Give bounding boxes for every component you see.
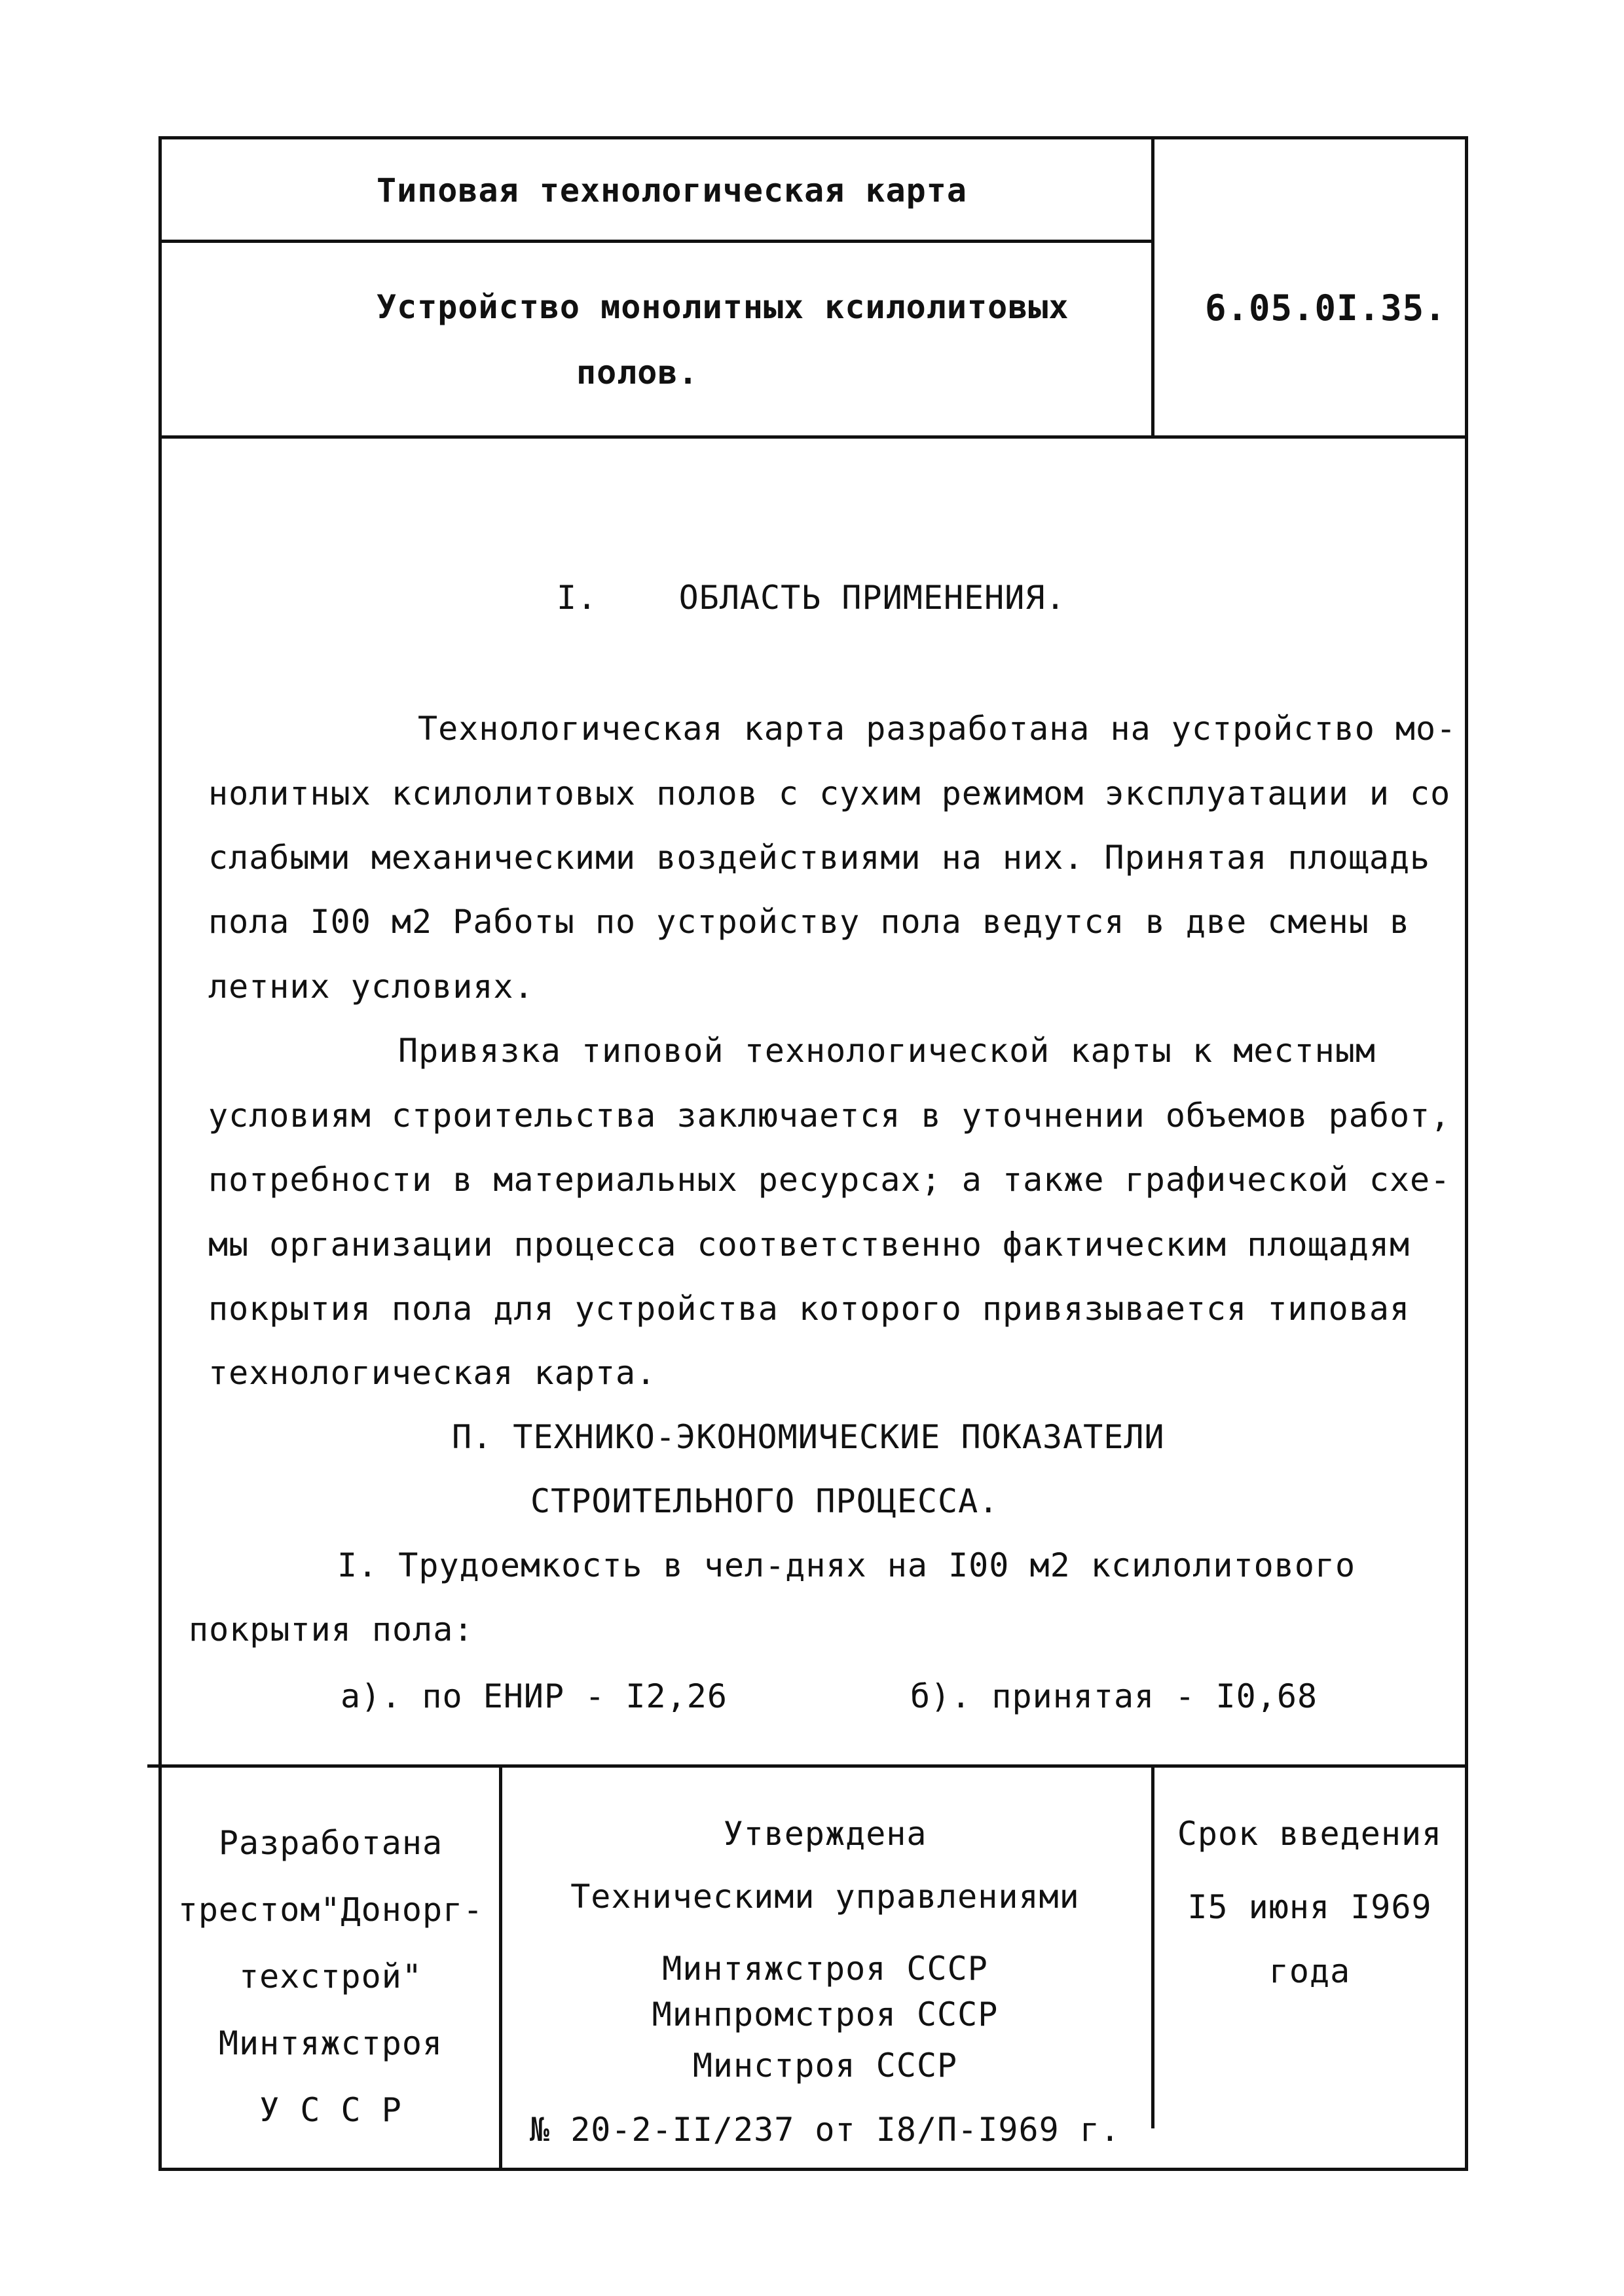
card-title: Типовая технологическая карта <box>377 172 967 210</box>
section1-p2-line: мы организации процесса соответственно фактическим площадям <box>208 1226 1411 1264</box>
section1-p2-line: покрытия пола для устройства которого привязывается типовая <box>208 1290 1411 1328</box>
section2-heading-line2: СТРОИТЕЛЬНОГО ПРОЦЕССА. <box>530 1482 999 1520</box>
section1-p2-line: Привязка типовой технологической карты к местным <box>398 1032 1376 1070</box>
footer-developed-line: У С С Р <box>259 2091 402 2129</box>
section1-p2-line: технологическая карта. <box>208 1354 657 1392</box>
card-subject-line2: полов. <box>576 354 699 392</box>
footer-divider-right <box>1151 1764 1154 2128</box>
footer-approved-line: № 20-2-II/237 от I8/П-I969 г. <box>530 2111 1120 2149</box>
footer-approved-line: Минтяжстроя СССР <box>662 1950 988 1988</box>
section2-item1-line2: покрытия пола: <box>189 1611 474 1649</box>
section1-p1-line: Технологическая карта разработана на устройство мо- <box>418 710 1457 748</box>
footer-effective-line: года <box>1268 1952 1351 1990</box>
section2-heading-line1: П. ТЕХНИКО-ЭКОНОМИЧЕСКИЕ ПОКАЗАТЕЛИ <box>452 1418 1165 1456</box>
section1-p1-line: слабыми механическими воздействиями на них. Принятая площадь <box>208 839 1431 877</box>
section1-p2-line: условиям строительства заключается в уточнении объемов работ, <box>208 1097 1451 1135</box>
section2-item1-a: а). по ЕНИР - I2,26 <box>341 1677 728 1715</box>
footer-approved-line: Минстроя СССР <box>692 2047 958 2085</box>
footer-top-border <box>147 1764 1468 1768</box>
section1-heading: I. ОБЛАСТЬ ПРИМЕНЕНИЯ. <box>557 579 1066 617</box>
header-divider-vertical <box>1151 136 1154 439</box>
footer-developed-line: Разработана <box>218 1824 443 1862</box>
header-divider-title <box>158 240 1154 243</box>
section1-p1-line: летних условиях. <box>208 968 534 1006</box>
footer-approved-line: Минпромстроя СССР <box>652 1995 999 2033</box>
footer-approved-line: Техническими управлениями <box>570 1878 1080 1916</box>
footer-effective-line: I5 июня I969 <box>1187 1888 1432 1926</box>
section1-p1-line: нолитных ксилолитовых полов с сухим режимом эксплуатации и со <box>208 774 1451 812</box>
card-subject-line1: Устройство монолитных ксилолитовых <box>377 288 1069 326</box>
footer-effective-line: Срок введения <box>1177 1815 1443 1853</box>
footer-developed-line: Минтяжстроя <box>218 2024 443 2062</box>
footer-developed-line: техстрой" <box>239 1958 422 1995</box>
footer-divider-left <box>499 1764 502 2171</box>
footer-approved-line: Утверждена <box>723 1815 927 1853</box>
header-bottom-border <box>158 435 1468 439</box>
section1-p1-line: пола I00 м2 Работы по устройству пола ведутся в две смены в <box>208 903 1411 941</box>
section1-p2-line: потребности в материальных ресурсах; а также графической схе- <box>208 1161 1451 1199</box>
footer-developed-line: трестом"Донорг- <box>177 1891 484 1929</box>
section2-item1-b: б). принятая - I0,68 <box>910 1677 1318 1715</box>
section2-item1-line1: I. Трудоемкость в чел-днях на I00 м2 ксилолитового <box>337 1546 1356 1584</box>
card-code: 6.05.0I.35. <box>1205 287 1447 329</box>
page-frame <box>158 136 1468 2171</box>
